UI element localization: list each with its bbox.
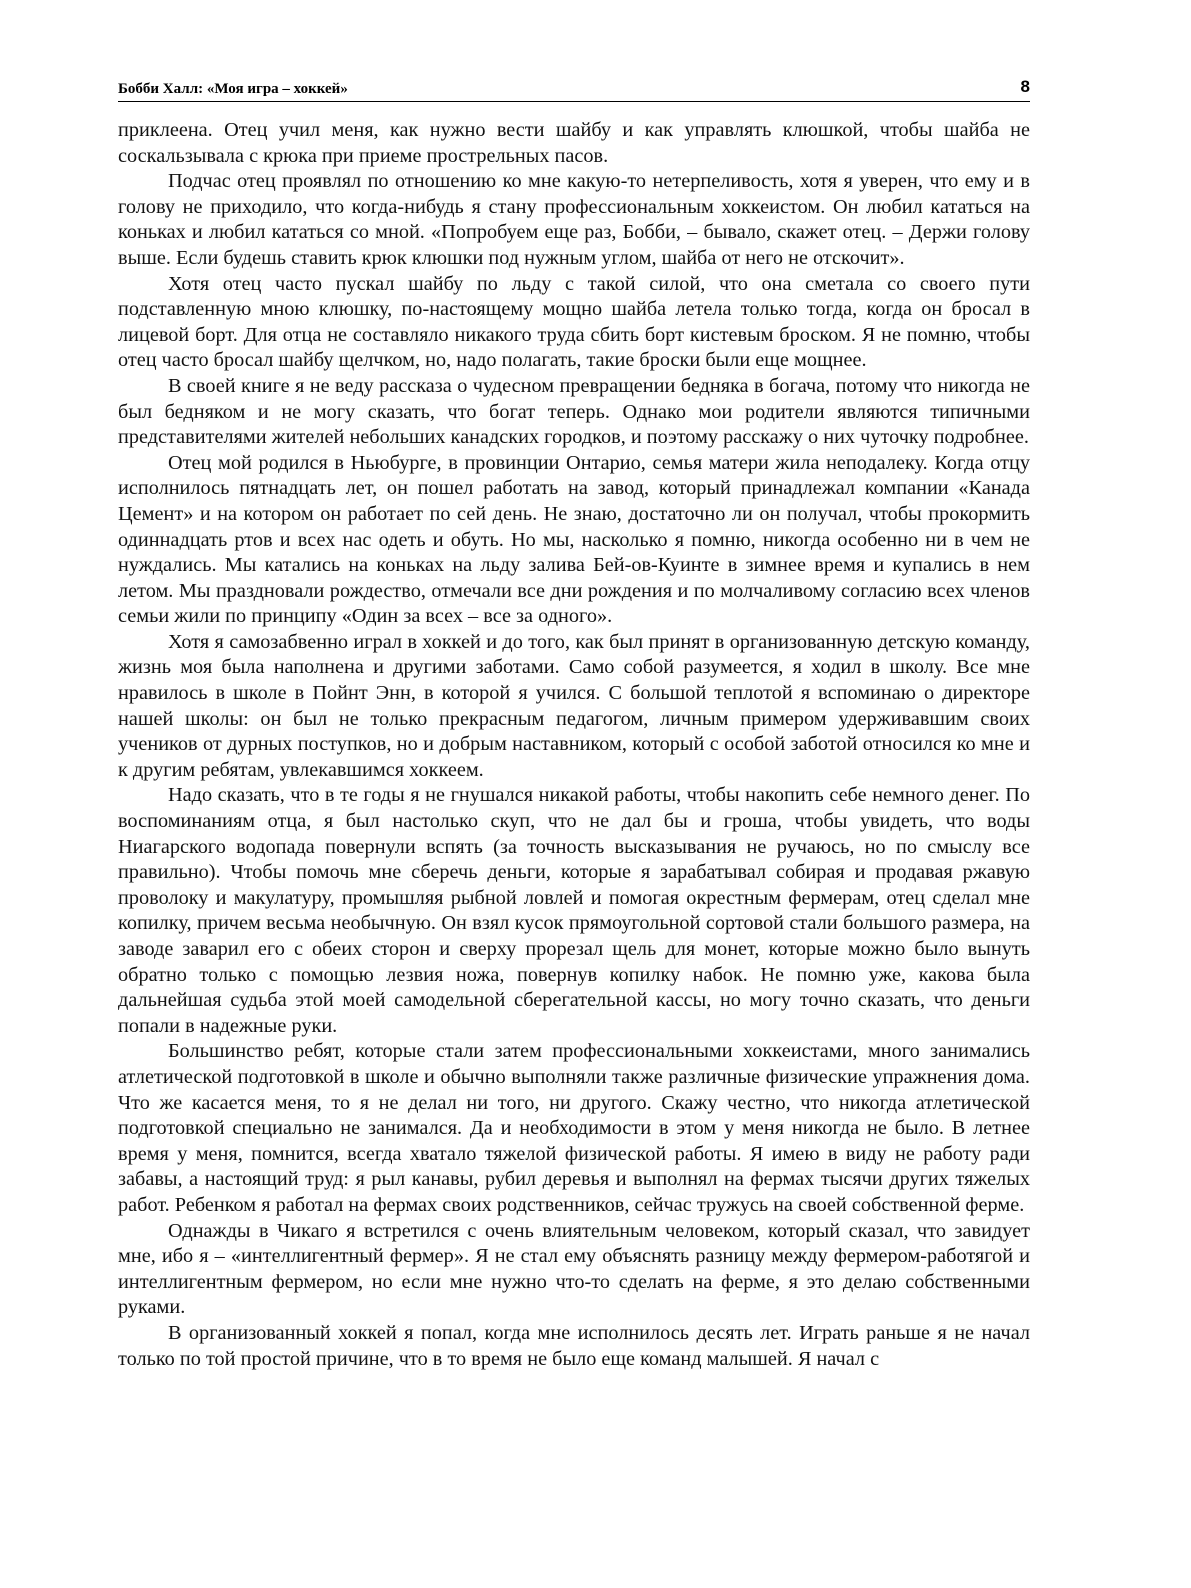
book-title: Бобби Халл: «Моя игра – хоккей»	[118, 81, 348, 97]
paragraph: Большинство ребят, которые стали затем профессиональными хоккеистами, много занимались атлетической подготовкой в школе и обычно выполняли также различные физические упражнения дома. Что же касается меня, то я не делал ни того, ни другого. Скажу честно, что никогда атлетической подготовкой специально не занимался. Да и необходимости в этом у меня никогда не было. В летнее время у меня, помнится, всегда хватало тяжелой физической работы. Я имею в виду не работу ради забавы, а настоящий труд: я рыл канавы, рубил деревья и выполнял на фермах тысячи других тяжелых работ. Ребенком я работал на фермах своих родственников, сейчас тружусь на своей собственной ферме.	[118, 1040, 1030, 1216]
paragraph: Подчас отец проявлял по отношению ко мне какую-то нетерпеливость, хотя я уверен, что ему и в голову не приходило, что когда-нибудь я стану профессиональным хоккеистом. Он любил кататься на коньках и любил кататься со мной. «Попробуем еще раз, Бобби, – бывало, скажет отец. – Держи голову выше. Если будешь ставить крюк клюшки под нужным углом, шайба от него не отскочит».	[118, 170, 1030, 269]
page-number: 8	[1020, 77, 1030, 96]
paragraph: Однажды в Чикаго я встретился с очень влиятельным человеком, который сказал, что завидует мне, ибо я – «интеллигентный фермер». Я не стал ему объяснять разницу между фермером-работягой и интеллигентным фермером, но если мне нужно что-то сделать на ферме, я это делаю собственными руками.	[118, 1219, 1030, 1319]
body-text	[118, 118, 1030, 1372]
paragraph: Надо сказать, что в те годы я не гнушался никакой работы, чтобы накопить себе немного денег. По воспоминаниям отца, я был настолько скуп, что не дал бы и гроша, чтобы увидеть, что воды Ниагарского водопада повернули вспять (за точность высказывания не ручаюсь, но по смыслу все правильно). Чтобы помочь мне сберечь деньги, которые я зарабатывал собирая и продавая ржавую проволоку и макулатуру, промышляя рыбной ловлей и помогая окрестным фермерам, отец сделал мне копилку, причем весьма необычную. Он взял кусок прямоугольной сортовой стали большого размера, на заводе заварил его с обеих сторон и сверху прорезал щель для монет, которые можно было вынуть обратно только с помощью лезвия ножа, повернув копилку набок. Не помню уже, какова была дальнейшая судьба этой моей самодельной сберегательной кассы, но могу точно сказать, что деньги попали в надежные руки.	[118, 784, 1030, 1037]
running-header	[118, 74, 1030, 102]
paragraph: В организованный хоккей я попал, когда мне исполнилось десять лет. Играть раньше я не начал только по той простой причине, что в то время не было еще команд малышей. Я начал с	[118, 1321, 1030, 1370]
paragraph: В своей книге я не веду рассказа о чудесном превращении бедняка в богача, потому что никогда не был бедняком и не могу сказать, что богат теперь. Однако мои родители являются типичными представителями жителей небольших канадских городков, и поэтому расскажу о них чуточку подробнее.	[118, 374, 1030, 449]
paragraph: Отец мой родился в Ньюбурге, в провинции Онтарио, семья матери жила неподалеку. Когда отцу исполнилось пятнадцать лет, он пошел работать на завод, который принадлежал компании «Канада Цемент» и на котором он работает по сей день. Не знаю, достаточно ли он получал, чтобы прокормить одиннадцать ртов и всех нас одеть и обуть. Но мы, насколько я помню, никогда особенно ни в чем не нуждались. Мы катались на коньках на льду залива Бей-ов-Куинте в зимнее время и купались в нем летом. Мы праздновали рождество, отмечали все дни рождения и по молчаливому согласию всех членов семьи жили по принципу «Один за всех – все за одного».	[118, 451, 1030, 628]
paragraph: Хотя я самозабвенно играл в хоккей и до того, как был принят в организованную детскую команду, жизнь моя была наполнена и другими заботами. Само собой разумеется, я ходил в школу. Все мне нравилось в школе в Пойнт Энн, в которой я учился. С большой теплотой я вспоминаю о директоре нашей школы: он был не только прекрасным педагогом, личным примером удерживавшим своих учеников от дурных поступков, но и добрым наставником, который с особой заботой относился ко мне и к другим ребятам, увлекавшимся хоккеем.	[118, 630, 1030, 781]
paragraph: приклеена. Отец учил меня, как нужно вести шайбу и как управлять клюшкой, чтобы шайба не соскальзывала с крюка при приеме прострельных пасов.	[118, 119, 1030, 167]
paragraph: Хотя отец часто пускал шайбу по льду с такой силой, что она сметала со своего пути подставленную мною клюшку, по-настоящему мощно шайба летела только тогда, когда он бросал в лицевой борт. Для отца не составляло никакого труда сбить борт кистевым броском. Я не помню, чтобы отец часто бросал шайбу щелчком, но, надо полагать, такие броски были еще мощнее.	[118, 272, 1030, 372]
document-page	[118, 74, 1030, 1574]
